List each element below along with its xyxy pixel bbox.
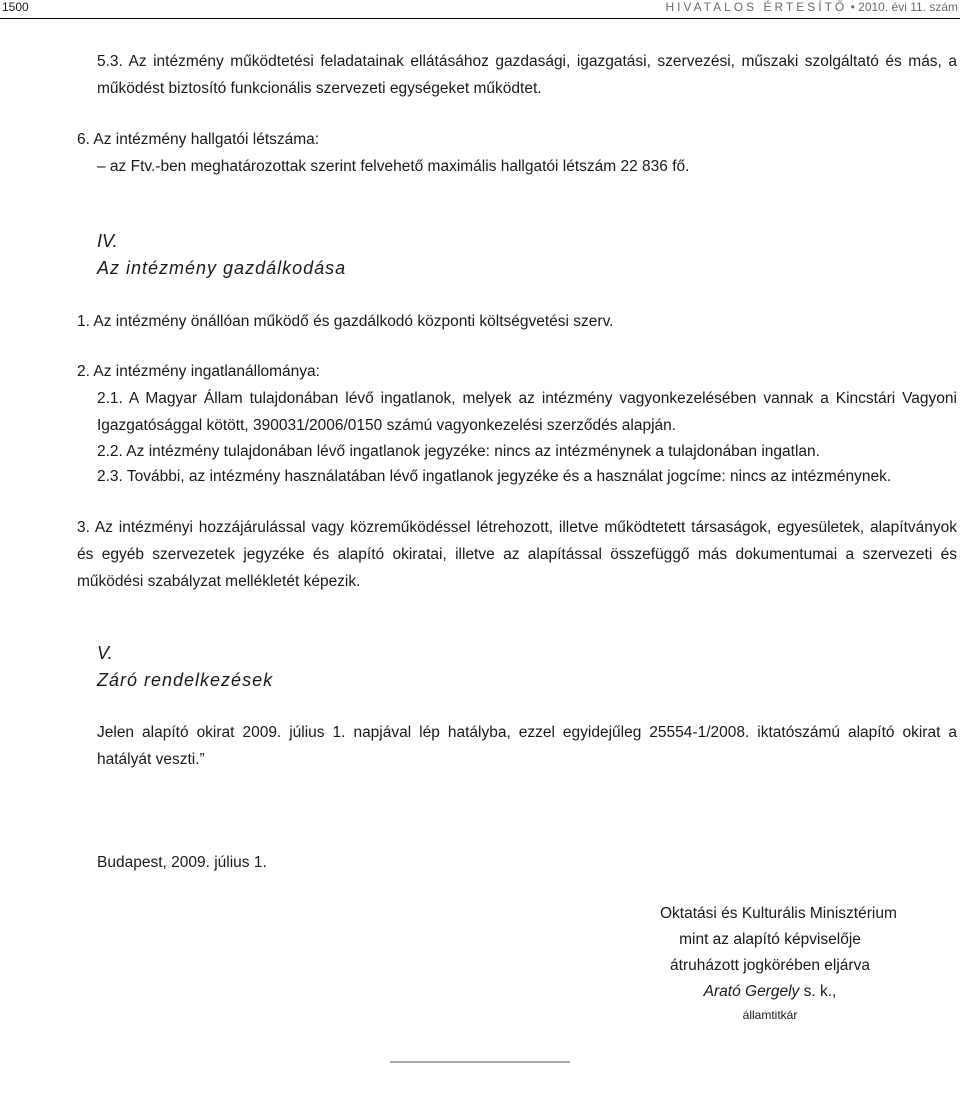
signatory-suffix: s. k., — [799, 983, 837, 1000]
paragraph-1: 1. Az intézmény önállóan működő és gazdálkodó központi költségvetési szerv. — [77, 313, 614, 330]
issue-number: 2010. évi 11. szám — [858, 0, 958, 14]
header-rule — [0, 18, 960, 19]
section-4-number: IV. — [97, 231, 118, 251]
signatory-role: államtitkár — [742, 1008, 798, 1022]
paragraph-5-3: 5.3. Az intézmény működtetési feladatainak ellátásához gazdasági, igazgatási, szervezési, műszaki szolgáltató és más, a működést biztosító funkcionális szervezeti egységeket működtet. — [97, 53, 957, 97]
paragraph-2-1: 2.1. A Magyar Állam tulajdonában lévő ingatlanok, melyek az intézmény vagyonkezelésében vannak a Kincstári Vagyoni Igazgatósággal kötött, 390031/2006/0150 számú vagyonkezelési szerződés alapján. — [97, 390, 957, 434]
paragraph-2-2: 2.2. Az intézmény tulajdonában lévő ingatlanok jegyzéke: nincs az intézménynek a tulajdonában ingatlan. — [97, 443, 820, 460]
section-4-title: Az intézmény gazdálkodása — [97, 258, 347, 278]
section-5-title: Záró rendelkezések — [97, 670, 274, 690]
paragraph-2: 2. Az intézmény ingatlanállománya: — [77, 363, 320, 380]
signature-organization: Oktatási és Kulturális Minisztérium — [660, 905, 897, 922]
paragraph-6-item: – az Ftv.-ben meghatározottak szerint felvehető maximális hallgatói létszám 22 836 fő. — [97, 158, 690, 175]
signature-capacity: mint az alapító képviselője — [679, 931, 861, 948]
paragraph-3: 3. Az intézményi hozzájárulással vagy közreműködéssel létrehozott, illetve működtetett társaságok, egyesületek, alapítványok és egyéb szervezetek jegyzéke és alapító okiratai, illetve az alapítással összefüggő más dokumentumai a szervezeti és működési szabályzat mellékletét képezik. — [77, 519, 957, 590]
signatory-name: Arató Gergely — [703, 983, 800, 1000]
footer-rule — [390, 1061, 570, 1063]
paragraph-2-3: 2.3. További, az intézmény használatában lévő ingatlanok jegyzéke és a használat jogcíme: nincs az intézménynek. — [97, 468, 892, 485]
closing-paragraph: Jelen alapító okirat 2009. július 1. napjával lép hatályba, ezzel egyidejűleg 25554-1/2008. iktatószámú alapító okirat a hatályát veszti.” — [97, 724, 957, 768]
signature-authority: átruházott jogkörében eljárva — [670, 957, 870, 974]
section-5-number: V. — [97, 643, 113, 663]
page-header — [0, 0, 960, 18]
page-number: 1500 — [2, 0, 29, 14]
place-and-date: Budapest, 2009. július 1. — [97, 854, 267, 871]
paragraph-6-title: 6. Az intézmény hallgatói létszáma: — [77, 131, 320, 148]
journal-name: HIVATALOS ÉRTESÍTŐ — [665, 0, 848, 14]
journal-title — [665, 0, 958, 14]
bullet-separator: • — [850, 0, 855, 14]
